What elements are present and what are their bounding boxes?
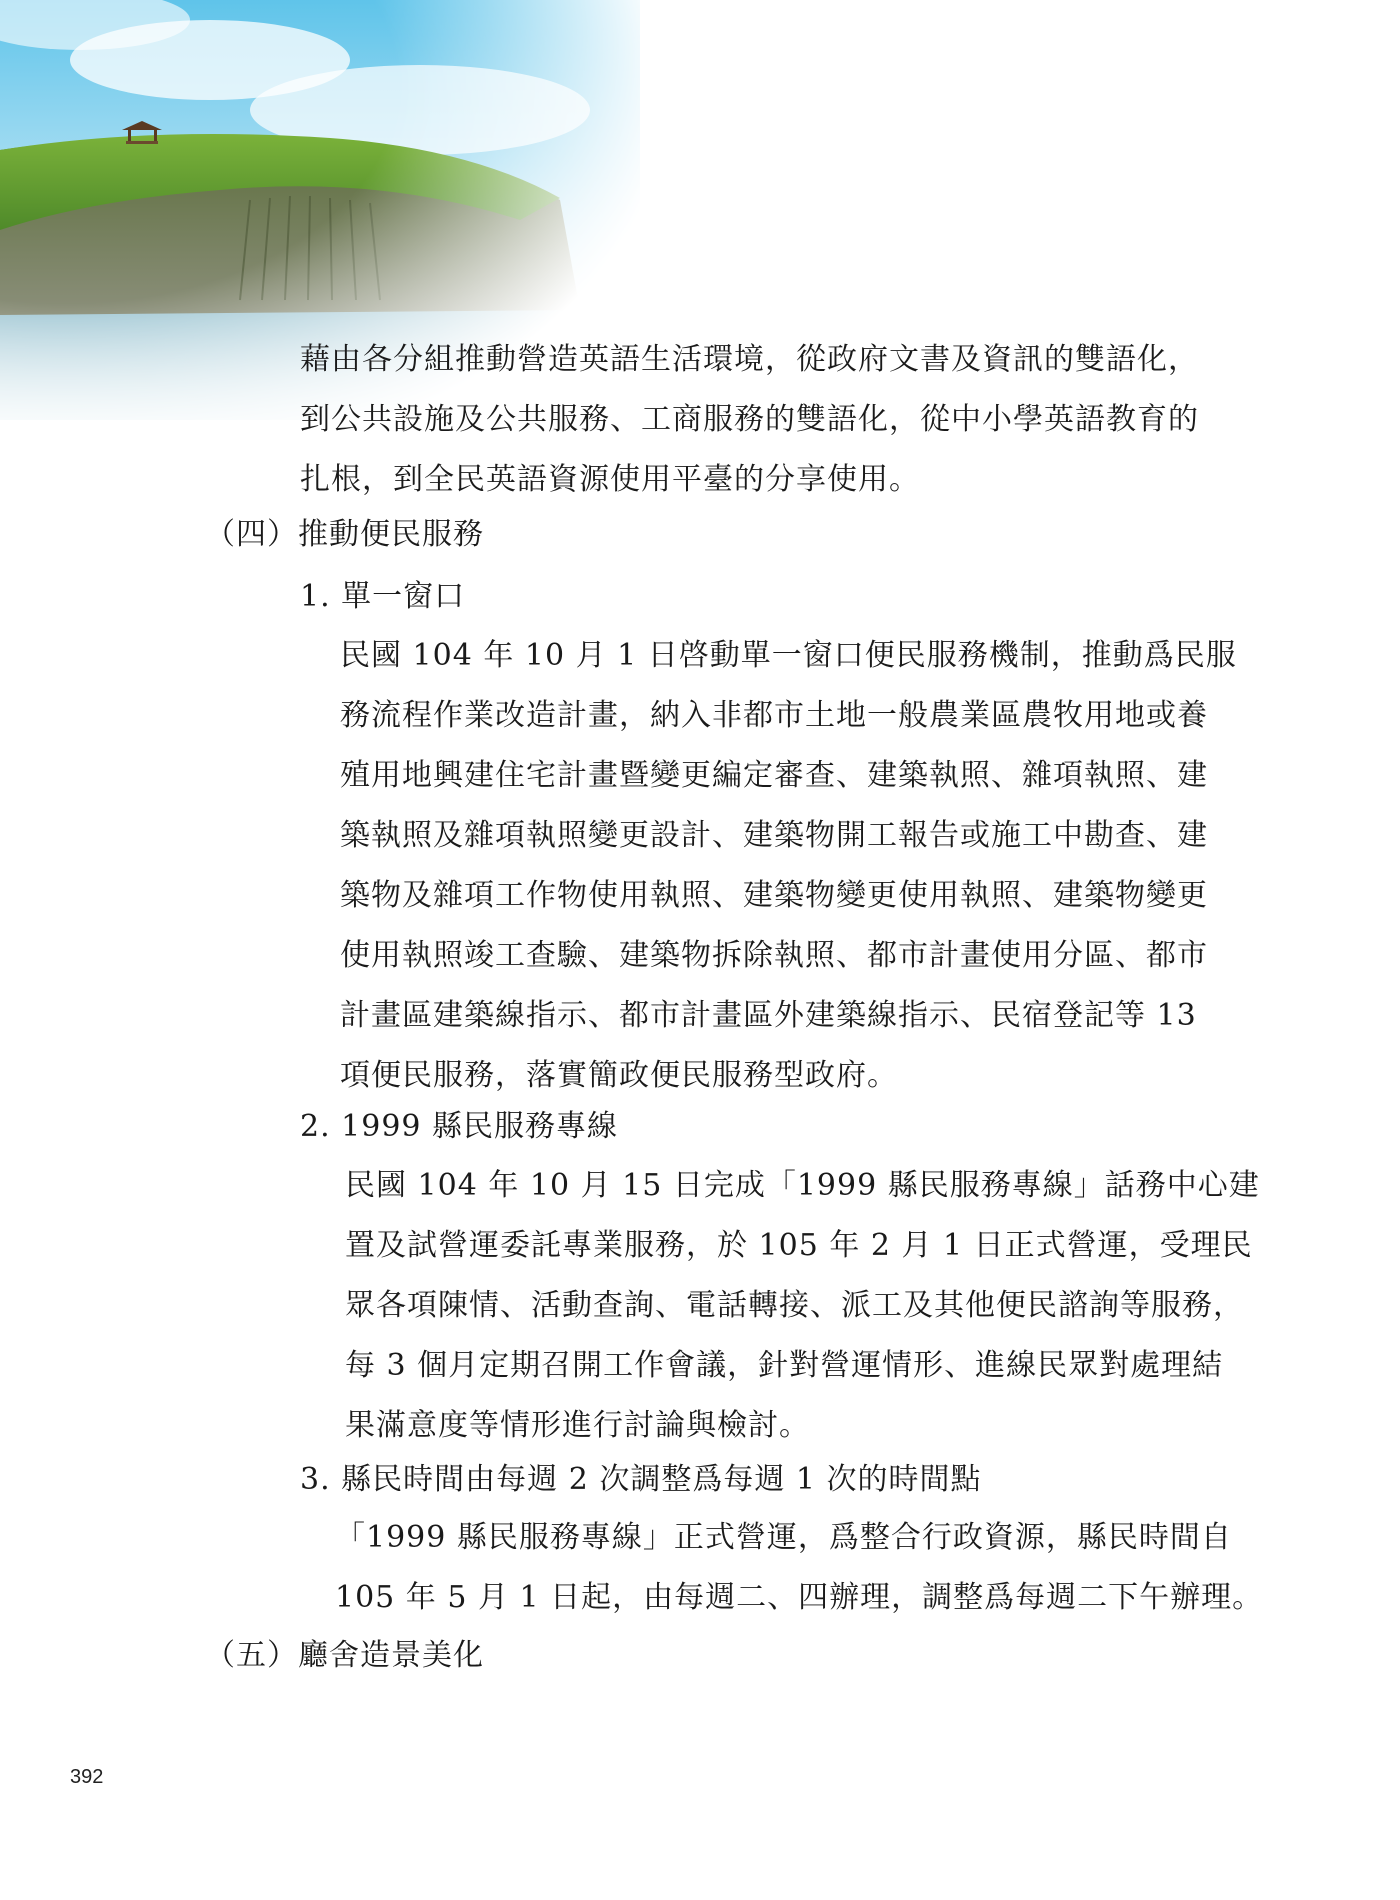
text-line: 項便民服務，落實簡政便民服務型政府。 [340, 1058, 898, 1093]
item-3-heading: 3. 縣民時間由每週 2 次調整爲每週 1 次的時間點 [300, 1462, 982, 1497]
text-line: 民國 104 年 10 月 15 日完成「1999 縣民服務專線」話務中心建 [345, 1168, 1260, 1203]
text-line: 使用執照竣工查驗、建築物拆除執照、都市計畫使用分區、都市 [340, 938, 1208, 973]
text-line: 果滿意度等情形進行討論與檢討。 [345, 1408, 810, 1443]
text-line: 眾各項陳情、活動查詢、電話轉接、派工及其他便民諮詢等服務， [345, 1288, 1244, 1323]
item-2-paragraph [345, 1156, 1260, 1456]
text-line: 105 年 5 月 1 日起，由每週二、四辦理，調整爲每週二下午辦理。 [335, 1580, 1264, 1615]
text-line: 到公共設施及公共服務、工商服務的雙語化，從中小學英語教育的 [300, 402, 1199, 437]
text-line: 扎根，到全民英語資源使用平臺的分享使用。 [300, 462, 920, 497]
text-line: 藉由各分組推動營造英語生活環境，從政府文書及資訊的雙語化， [300, 342, 1199, 377]
text-line: 每 3 個月定期召開工作會議，針對營運情形、進線民眾對處理結 [345, 1348, 1224, 1383]
text-line: 殖用地興建住宅計畫暨變更編定審查、建築執照、雜項執照、建 [340, 758, 1208, 793]
item-3-paragraph [335, 1508, 1263, 1628]
text-line: 務流程作業改造計畫，納入非都市土地一般農業區農牧用地或養 [340, 698, 1208, 733]
text-line: 「1999 縣民服務專線」正式營運，爲整合行政資源，縣民時間自 [335, 1520, 1232, 1555]
section-5-title: （五）廳舍造景美化 [205, 1638, 484, 1673]
text-line: 民國 104 年 10 月 1 日啓動單一窗口便民服務機制，推動爲民服 [340, 638, 1237, 673]
intro-paragraph [300, 330, 1199, 510]
text-line: 計畫區建築線指示、都市計畫區外建築線指示、民宿登記等 13 [340, 998, 1197, 1033]
item-1-heading: 1. 單一窗口 [300, 579, 466, 614]
text-line: 置及試營運委託專業服務，於 105 年 2 月 1 日正式營運，受理民 [345, 1228, 1253, 1263]
item-2-heading: 2. 1999 縣民服務專線 [300, 1109, 619, 1144]
item-1-paragraph [340, 626, 1237, 1106]
text-line: 築執照及雜項執照變更設計、建築物開工報告或施工中勘查、建 [340, 818, 1208, 853]
page-number: 392 [70, 1766, 104, 1788]
text-line: 築物及雜項工作物使用執照、建築物變更使用執照、建築物變更 [340, 878, 1208, 913]
section-4-title: （四）推動便民服務 [205, 517, 484, 552]
